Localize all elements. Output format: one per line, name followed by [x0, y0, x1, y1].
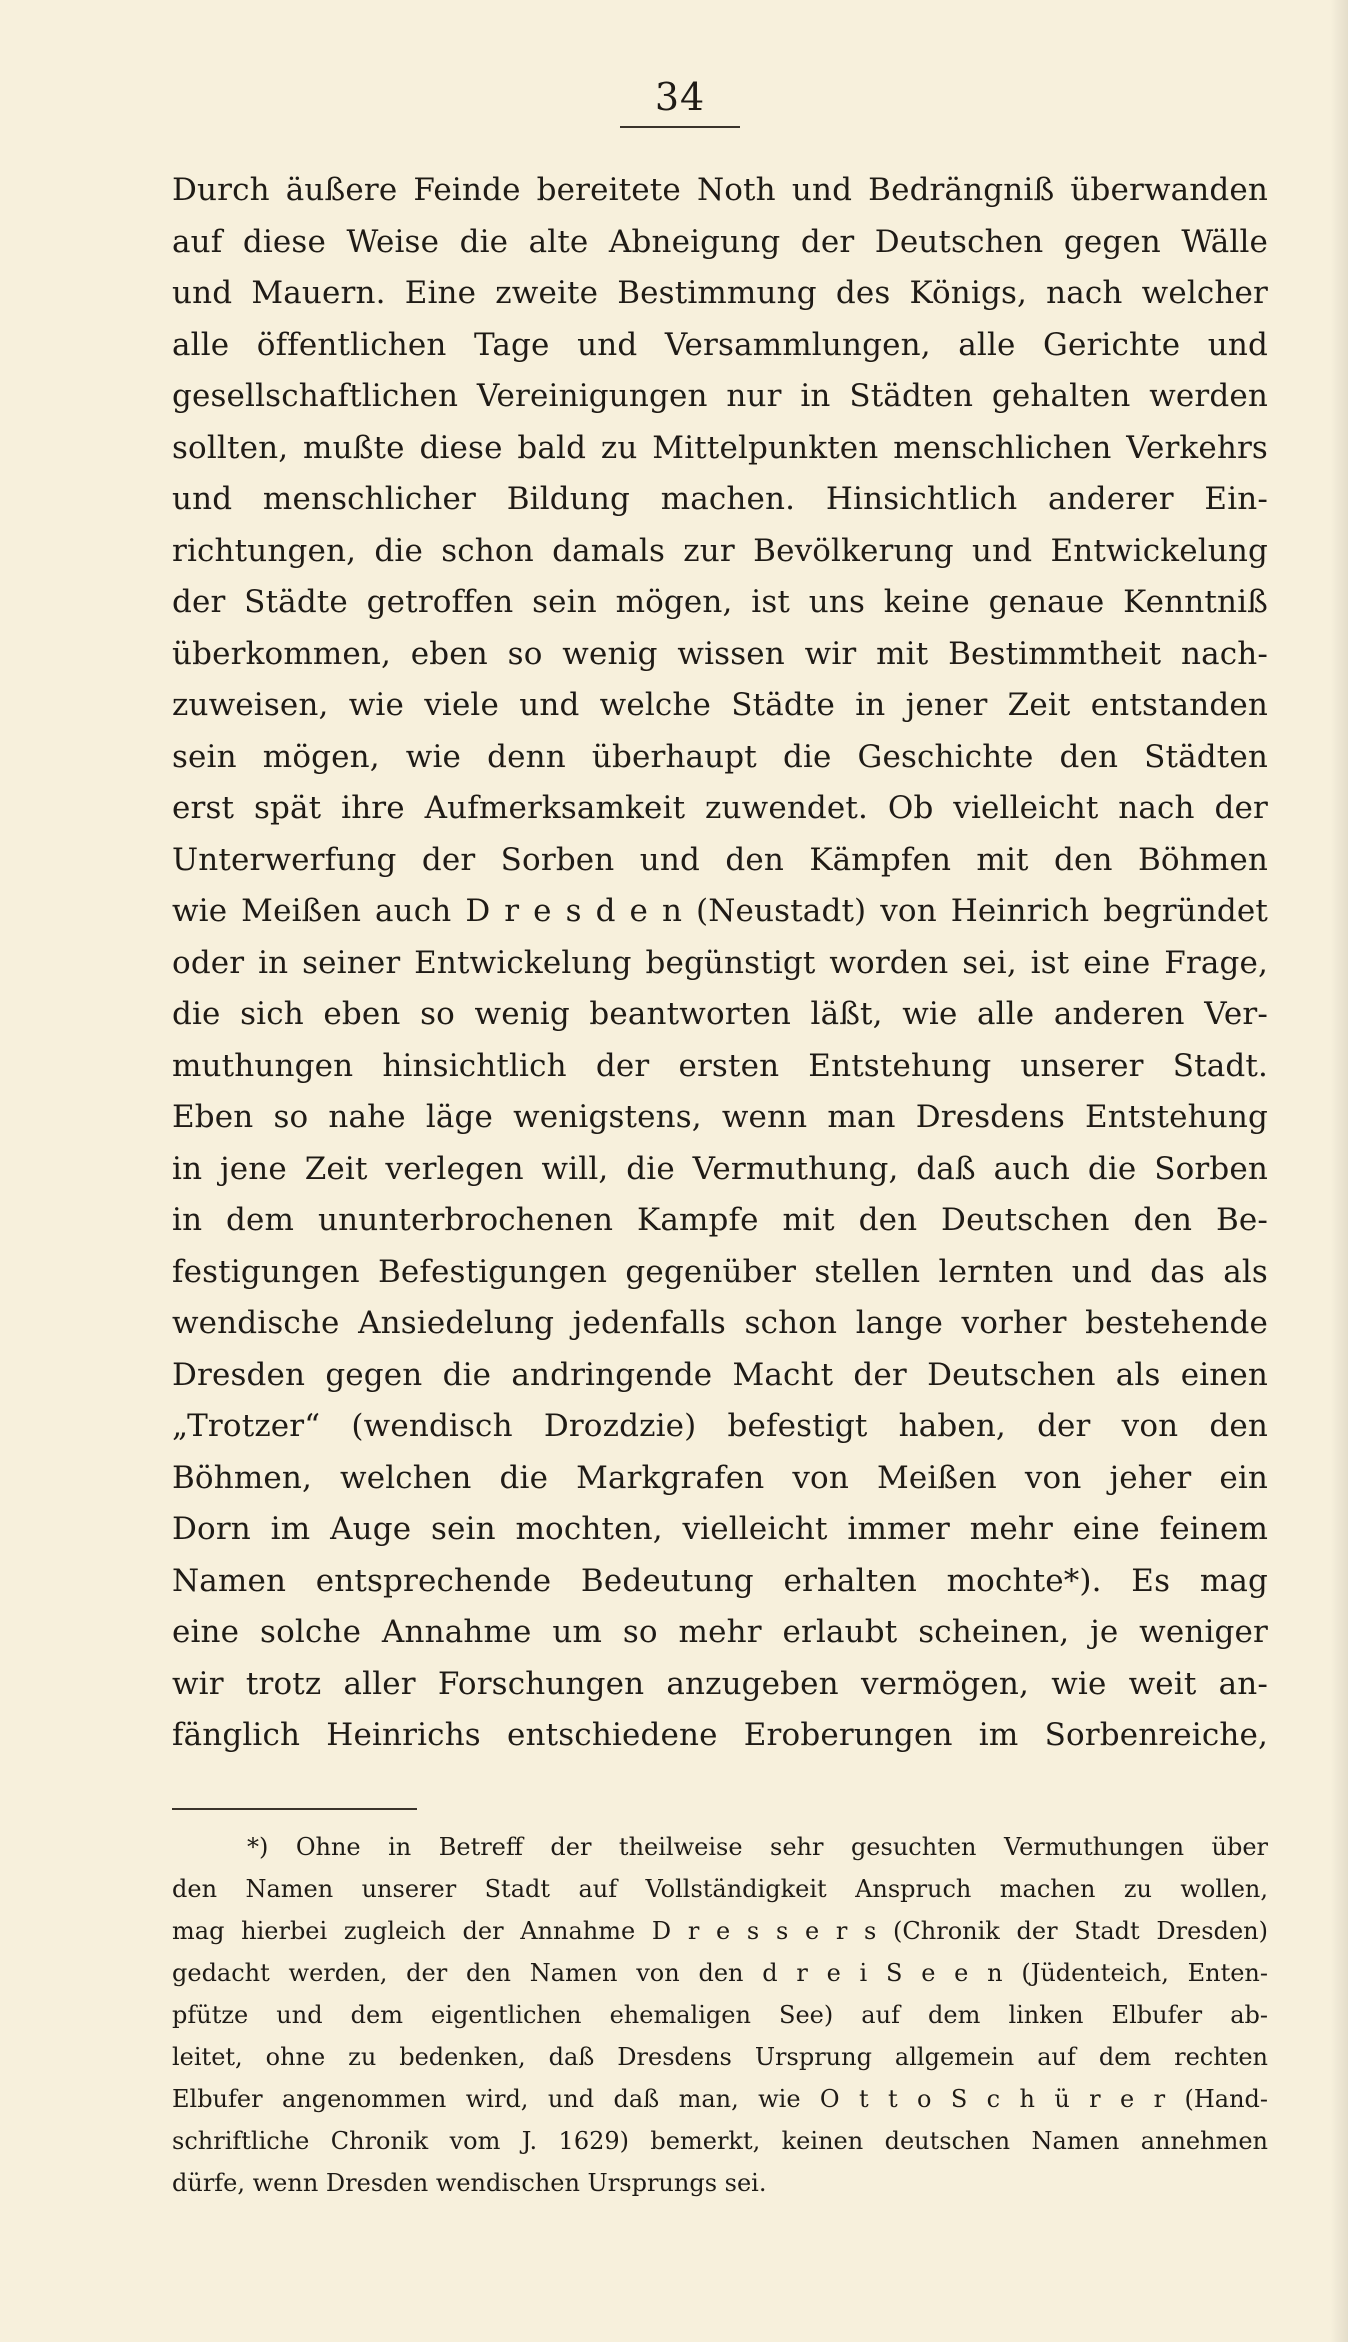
body-line: zuweisen, wie viele und welche Städte in jener Zeit entstanden: [172, 687, 1268, 723]
footnote-line: Elbufer angenommen wird, und daß man, wie O t t o S c h ü r e r (Hand-: [172, 2085, 1268, 2113]
body-line: Namen entsprechende Bedeutung erhalten mochte*). Es mag: [172, 1562, 1268, 1599]
footnote-line: leitet, ohne zu bedenken, daß Dresdens Ursprung allgemein auf dem rechten: [172, 2043, 1268, 2071]
footnote-separator: [172, 1808, 417, 1810]
body-line: überkommen, eben so wenig wissen wir mit Bestimmtheit nach-: [172, 635, 1268, 672]
body-line: Unterwerfung der Sorben und den Kämpfen mit den Böhmen: [172, 841, 1268, 878]
page-number: 34: [654, 75, 706, 119]
footnote-line: dürfe, wenn Dresden wendischen Ursprungs sei.: [172, 2169, 767, 2197]
body-line: der Städte getroffen sein mögen, ist uns keine genaue Kenntniß: [172, 584, 1268, 620]
footnote-line: schriftliche Chronik vom J. 1629) bemerkt, keinen deutschen Namen annehmen: [172, 2127, 1268, 2155]
body-line: alle öffentlichen Tage und Versammlungen, alle Gerichte und: [172, 326, 1268, 363]
body-line: wendische Ansiedelung jedenfalls schon lange vorher bestehende: [172, 1305, 1268, 1341]
body-line: die sich eben so wenig beantworten läßt, wie alle anderen Ver-: [172, 996, 1268, 1032]
body-line: sein mögen, wie denn überhaupt die Geschichte den Städten: [172, 738, 1268, 775]
body-line: Dorn im Auge sein mochten, vielleicht immer mehr eine feinem: [172, 1511, 1268, 1547]
body-line: oder in seiner Entwickelung begünstigt worden sei, ist eine Frage,: [172, 944, 1268, 981]
body-line: erst spät ihre Aufmerksamkeit zuwendet. Ob vielleicht nach der: [172, 790, 1268, 826]
body-line: eine solche Annahme um so mehr erlaubt scheinen, je weniger: [172, 1614, 1268, 1650]
body-line: sollten, mußte diese bald zu Mittelpunkten menschlichen Verkehrs: [172, 429, 1268, 466]
footnote-line: gedacht werden, der den Namen von den d r e i S e e n (Jüdenteich, Enten-: [172, 1959, 1268, 1987]
footnote-line: pfütze und dem eigentlichen ehemaligen See) auf dem linken Elbufer ab-: [172, 2001, 1268, 2029]
footnote-line: *) Ohne in Betreff der theilweise sehr gesuchten Vermuthungen über: [247, 1833, 1268, 1861]
body-line: und Mauern. Eine zweite Bestimmung des Königs, nach welcher: [172, 275, 1268, 311]
body-line: wir trotz aller Forschungen anzugeben vermögen, wie weit an-: [172, 1665, 1268, 1702]
body-line: fänglich Heinrichs entschiedene Eroberungen im Sorbenreiche,: [172, 1717, 1268, 1753]
body-line: muthungen hinsichtlich der ersten Entstehung unserer Stadt.: [172, 1047, 1268, 1084]
body-line: Dresden gegen die andringende Macht der Deutschen als einen: [172, 1356, 1268, 1393]
body-line: „Trotzer“ (wendisch Drozdzie) befestigt haben, der von den: [172, 1408, 1268, 1444]
body-line: richtungen, die schon damals zur Bevölkerung und Entwickelung: [172, 532, 1268, 569]
page-edge-shadow: [1330, 0, 1348, 2342]
footnote-line: mag hierbei zugleich der Annahme D r e s s e r s (Chronik der Stadt Dresden): [172, 1917, 1268, 1945]
body-line: auf diese Weise die alte Abneigung der Deutschen gegen Wälle: [172, 223, 1268, 260]
body-line: festigungen Befestigungen gegenüber stellen lernten und das als: [172, 1253, 1268, 1290]
page-number-rule: [620, 126, 740, 128]
body-line: in jene Zeit verlegen will, die Vermuthung, daß auch die Sorben: [172, 1150, 1268, 1187]
footnote-block: [172, 1826, 1268, 2204]
body-line: Eben so nahe läge wenigstens, wenn man Dresdens Entstehung: [172, 1099, 1268, 1135]
body-line: Böhmen, welchen die Markgrafen von Meißen von jeher ein: [172, 1459, 1268, 1496]
body-line: in dem ununterbrochenen Kampfe mit den Deutschen den Be-: [172, 1202, 1268, 1238]
main-text-block: [172, 165, 1268, 1762]
body-line: wie Meißen auch D r e s d e n (Neustadt) von Heinrich begründet: [172, 893, 1268, 929]
body-line: gesellschaftlichen Vereinigungen nur in Städten gehalten werden: [172, 378, 1268, 414]
footnote-line: den Namen unserer Stadt auf Vollständigkeit Anspruch machen zu wollen,: [172, 1875, 1268, 1903]
body-line: Durch äußere Feinde bereitete Noth und Bedrängniß überwanden: [172, 172, 1268, 208]
page-header: [600, 75, 760, 128]
body-line: und menschlicher Bildung machen. Hinsichtlich anderer Ein-: [172, 481, 1268, 517]
